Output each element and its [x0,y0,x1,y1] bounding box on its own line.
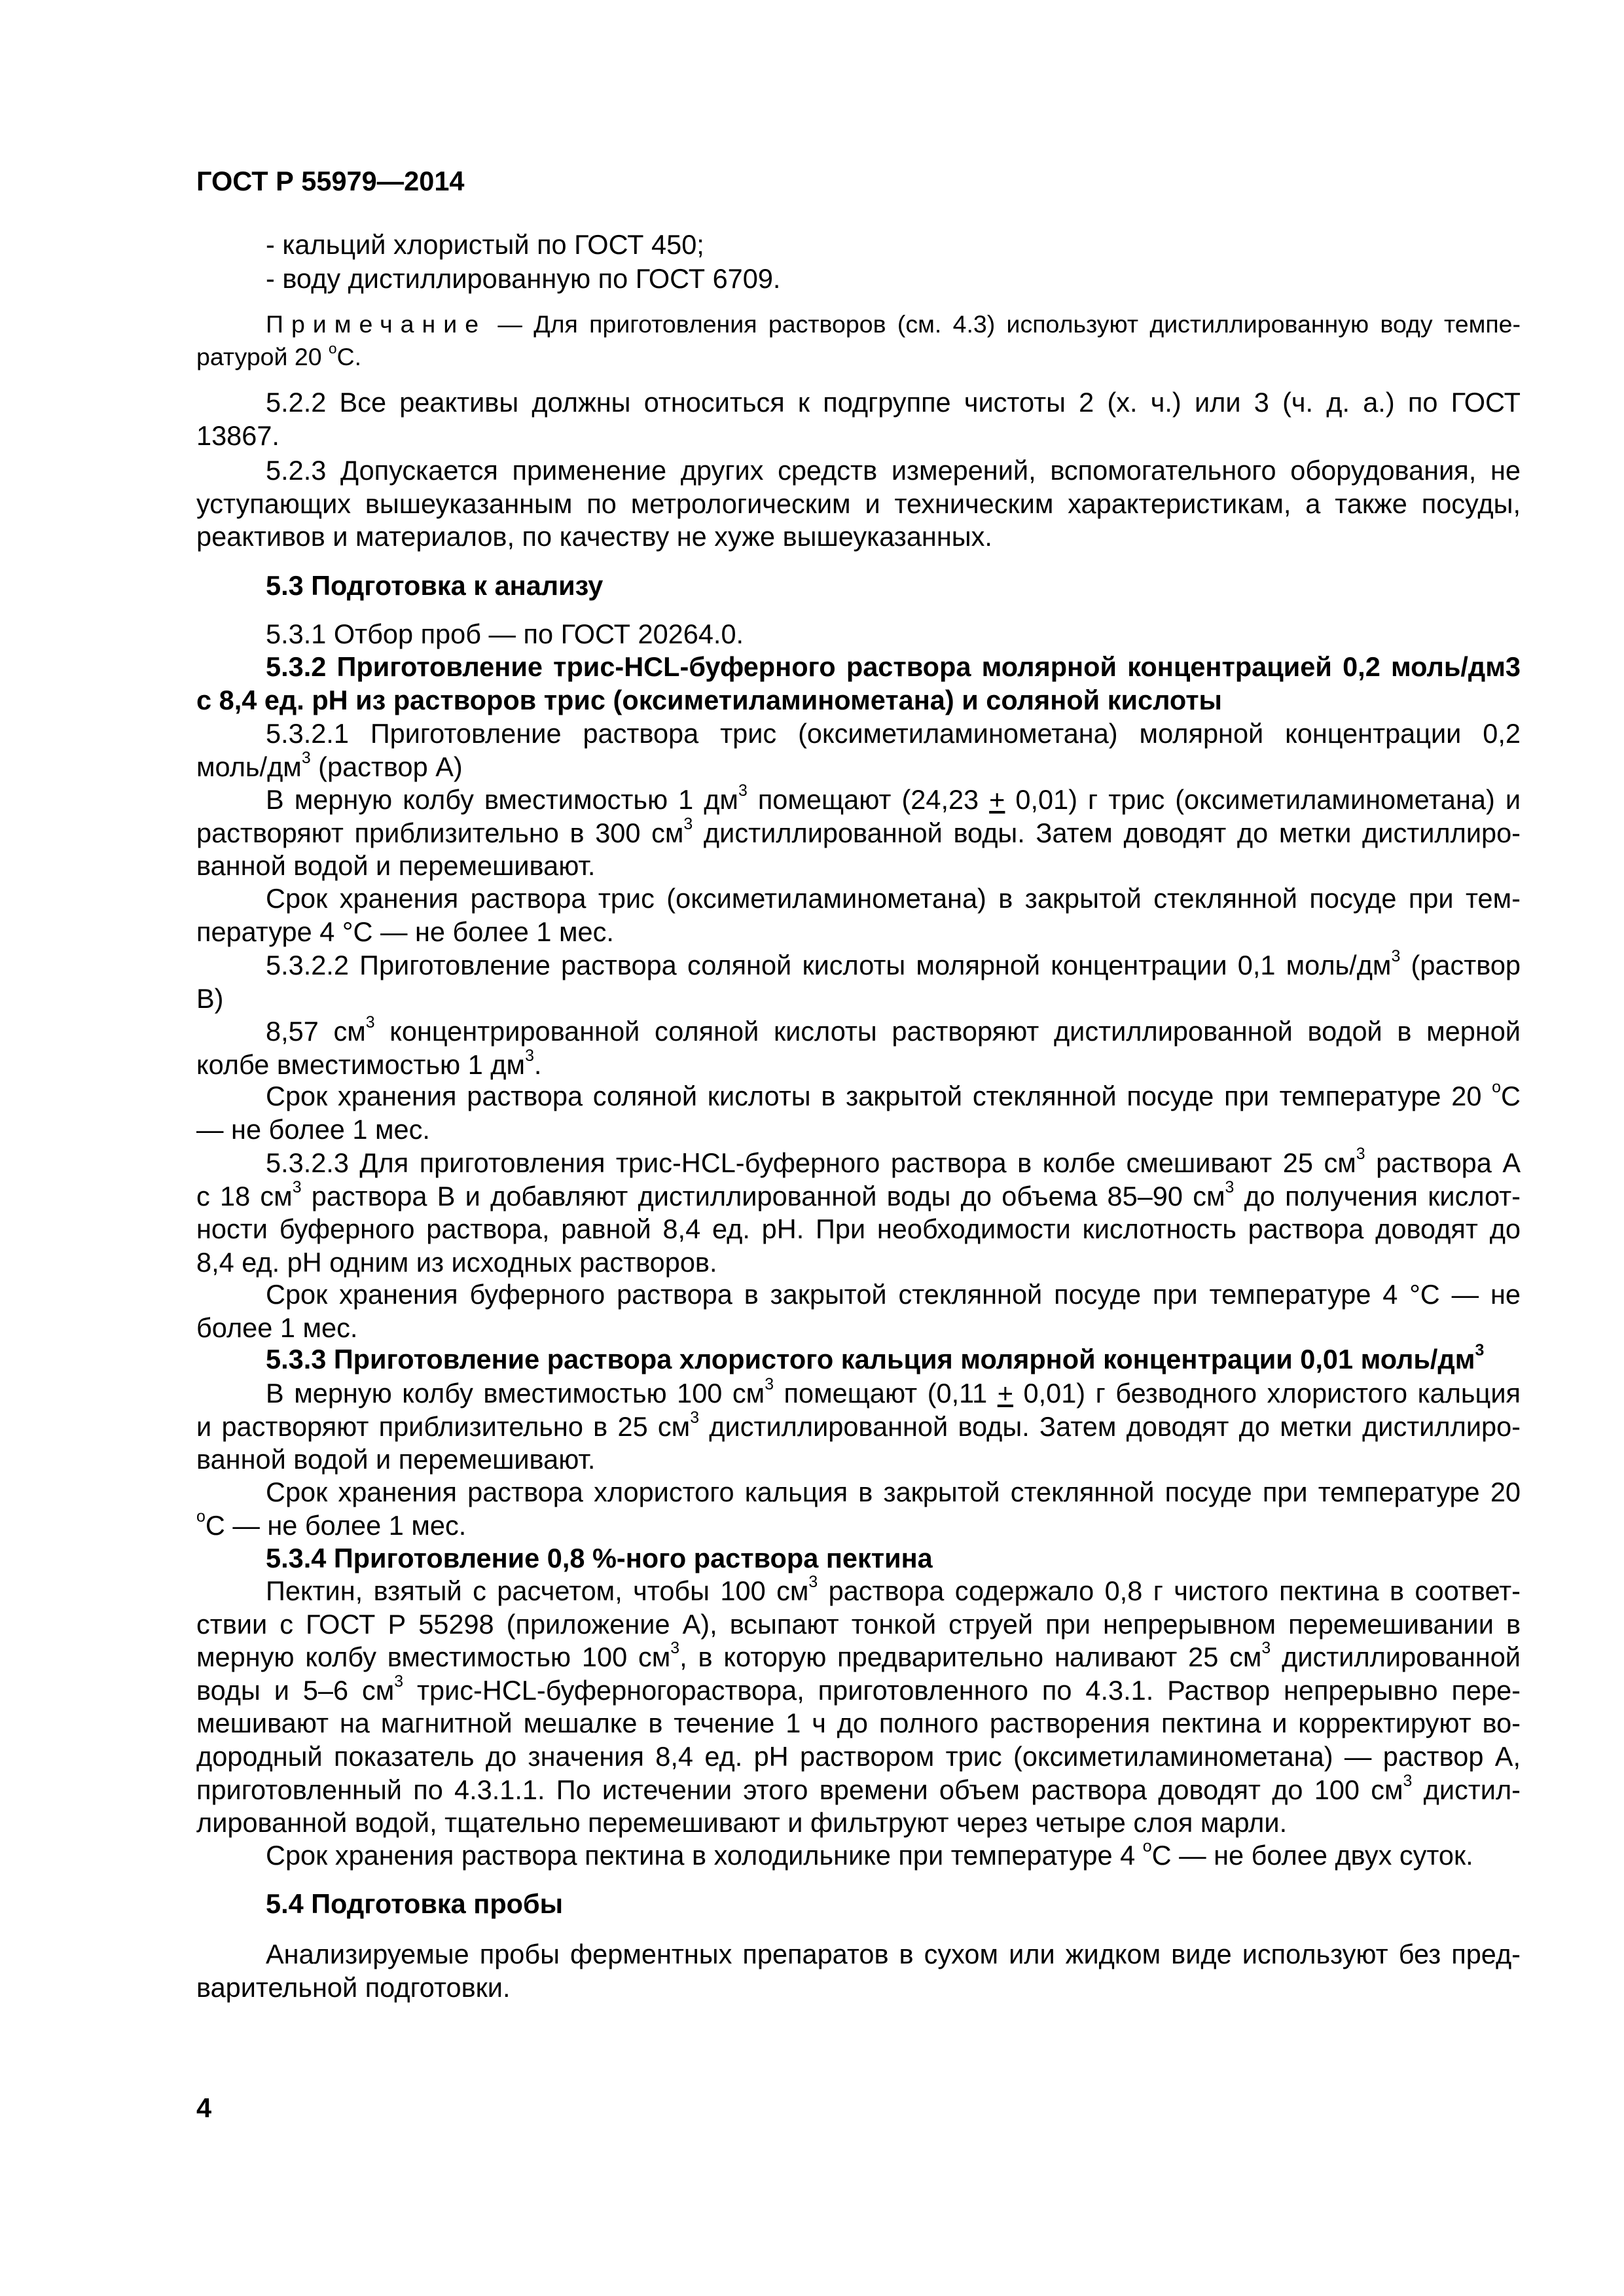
superscript: o [1492,1078,1502,1097]
text-line [196,1771,1521,1807]
list-item-calcium-chloride [196,228,1521,262]
text-line [196,454,1521,488]
superscript: 3 [1475,1341,1485,1360]
text-run: Срок хранения раствора хлористого кальция в закрытой стеклянной посуде при температуре 20 [266,1477,1521,1507]
text-run: дородный показатель до значения 8,4 ед. рН раствором трис (оксиметиламинометана) — раствор А, [196,1740,1521,1772]
document-header-standard-number: ГОСТ Р 55979—2014 [196,166,465,196]
paragraph-tris-preparation [196,783,1521,883]
text-line [196,1015,1521,1049]
subsection-heading-5-3-4 [196,1542,1521,1575]
text-run: уступающих вышеуказанным по метрологическим и техническим характеристикам, а также посуды, [196,488,1521,519]
text-line [196,1443,1521,1477]
superscript: 3 [1225,1177,1235,1196]
text-run: раствора В и добавляют дистиллированной воды до объема 85–90 см [301,1180,1225,1211]
text-line [196,420,1521,453]
text-line [196,916,1521,949]
text-line [196,308,1521,341]
text-line [196,1707,1521,1740]
text-run: 8,4 ед. рН одним из исходных растворов. [196,1246,717,1278]
text-line [196,1113,1521,1147]
text-run: 5.3 Подготовка к анализу [266,570,604,601]
text-line [196,717,1521,751]
text-run: с 18 см [196,1180,293,1211]
paragraph-5-3-2-2 [196,949,1521,1015]
text-run: колбе вместимостью 1 дм [196,1049,526,1080]
note-label: Примечание [266,310,487,338]
paragraph-cacl2-storage [196,1476,1521,1542]
text-run: и растворяют приблизительно в 25 см [196,1410,691,1442]
text-run: В) [196,982,224,1014]
text-run: мешивают на магнитной мешалке в течение 1 ч до полного растворения пектина и корректируют во- [196,1708,1521,1739]
text-line [196,684,1521,717]
text-run: помещают (24,23 [747,784,990,815]
text-run: до получения кислот- [1234,1180,1521,1211]
superscript: o [196,1507,206,1526]
text-run: С — не более двух суток. [1151,1840,1473,1871]
text-line [196,1410,1521,1444]
paragraph-5-3-1 [196,618,1521,651]
text-run: 0,01) г безводного хлористого кальция [1013,1378,1521,1408]
text-run: раствора содержало 0,8 г чистого пектина в соответ- [818,1575,1521,1606]
text-line [196,1575,1521,1608]
text-line [196,1213,1521,1246]
text-run: дистил- [1412,1774,1521,1805]
text-run: ратурой 20 [196,342,329,370]
text-run: дистиллированной [1271,1641,1521,1673]
superscript: 3 [1391,947,1401,966]
text-line [196,1046,1521,1082]
paragraph-5-2-3 [196,454,1521,554]
superscript: o [1142,1837,1152,1856]
text-line [196,882,1521,916]
text-line [196,1542,1521,1575]
text-run: Пектин, взятый с расчетом, чтобы 100 см [266,1575,809,1606]
text-line [196,748,1521,784]
text-run: 5.4 Подготовка пробы [266,1888,564,1919]
text-line [196,1246,1521,1280]
text-run: дистиллированной воды. Затем доводят до метки дистиллиро- [699,1410,1521,1442]
text-run: приготовленный по 4.3.1.1. По истечении этого времени объем раствора доводят до 100 см [196,1774,1403,1805]
superscript: 3 [738,781,748,800]
text-run: (раствор А) [310,751,463,782]
text-run: Анализируемые пробы ферментных препаратов в сухом или жидком виде используют без пред- [266,1939,1521,1969]
text-line [196,651,1521,684]
paragraph-pectin-preparation [196,1575,1521,1840]
plus-minus-sign: + [989,784,1005,815]
text-line [196,228,1521,262]
paragraph-buffer-storage [196,1278,1521,1344]
superscript: 3 [525,1046,534,1065]
text-run: мерную колбу вместимостью 100 см [196,1641,671,1673]
text-line [196,1343,1521,1376]
subsection-heading-5-3-3 [196,1343,1521,1376]
text-run: ности буферного раствора, равной 8,4 ед. рН. При необходимости кислотность раствора доводят до [196,1213,1521,1245]
superscript: 3 [690,1408,700,1427]
text-run: 5.3.2.3 Для приготовления трис-HCL-буферного раствора в колбе смешивают 25 см [266,1147,1356,1178]
superscript: 3 [1261,1639,1271,1658]
paragraph-hcl-storage [196,1080,1521,1146]
text-line [196,1641,1521,1674]
text-line [196,1147,1521,1180]
subsection-heading-5-3-2 [196,651,1521,717]
text-run: - воду дистиллированную по ГОСТ 6709. [266,263,781,294]
text-run: варительной подготовки. [196,1971,511,2003]
text-line [196,1608,1521,1641]
text-run: Срок хранения раствора соляной кислоты в закрытой стеклянной посуде при температуре 20 [266,1081,1492,1111]
text-line [196,982,1521,1016]
text-line [196,1476,1521,1509]
text-run: трис-HCL-буферногораствора, приготовленного по 4.3.1. Раствор непрерывно пере- [403,1674,1521,1706]
text-run: Срок хранения буферного раствора в закрытой стеклянной посуде при температуре 4 °С — не [266,1279,1521,1310]
text-line [196,1740,1521,1774]
text-run: 5.2.3 Допускается применение других средств измерений, вспомогательного оборудования, не [266,455,1521,486]
section-heading-5-3 [196,569,1521,603]
text-run: 5.3.3 Приготовление раствора хлористого кальция молярной концентрации 0,01 моль/дм [266,1344,1475,1374]
text-run: 5.2.2 Все реактивы должны относиться к подгруппе чистоты 2 (х. ч.) или 3 (ч. д. а.) по ГОСТ [266,387,1521,418]
text-run: 0,01) г трис (оксиметиламинометана) и [1005,784,1521,815]
text-line [196,1806,1521,1840]
text-run: ствии с ГОСТ Р 55298 (приложение А), всыпают тонкой струей при непрерывном перемешивании в [196,1608,1521,1640]
text-run: растворяют приблизительно в 300 см [196,817,684,848]
superscript: 3 [292,1177,302,1196]
text-line [196,850,1521,883]
paragraph-5-3-2-1 [196,717,1521,783]
text-line [196,1377,1521,1410]
text-run: 5.3.2.1 Приготовление раствора трис (оксиметиламинометана) молярной концентрации 0,2 [266,718,1521,749]
text-run: реактивов и материалов, по качеству не хуже вышеуказанных. [196,521,992,552]
text-run: . [533,1049,542,1080]
text-run: В мерную колбу вместимостью 100 см [266,1378,765,1408]
text-line [196,569,1521,603]
superscript: 3 [765,1375,774,1394]
text-run: 5.3.1 Отбор проб — по ГОСТ 20264.0. [266,619,744,649]
superscript: 3 [394,1672,404,1691]
note-paragraph [196,308,1521,373]
text-run: 13867. [196,420,280,451]
superscript: 3 [683,814,693,833]
text-line [196,1888,1521,1921]
text-run: С. [336,342,362,370]
text-run: с 8,4 ед. рН из растворов трис (оксиметиламинометана) и соляной кислоты [196,684,1222,715]
text-line [196,1312,1521,1345]
list-item-distilled-water [196,262,1521,296]
text-run: 5.3.4 Приготовление 0,8 %-ного раствора пектина [266,1543,933,1573]
text-run: (раствор [1400,950,1521,980]
text-run: более 1 мес. [196,1312,358,1343]
text-line [196,1278,1521,1312]
text-run: пературе 4 °С — не более 1 мес. [196,916,614,947]
superscript: 3 [670,1639,680,1658]
text-run: помещают (0,11 [774,1378,998,1408]
paragraph-sample-preparation [196,1938,1521,2004]
text-run: раствора А [1365,1147,1521,1178]
paragraph-5-2-2 [196,386,1521,452]
text-run: ванной водой и перемешивают. [196,850,596,882]
text-run: 8,57 см [266,1016,366,1047]
text-line [196,1971,1521,2005]
text-run: В мерную колбу вместимостью 1 дм [266,784,738,815]
text-line [196,1674,1521,1708]
text-line [196,1080,1521,1113]
text-run: моль/дм [196,751,302,782]
text-run: дистиллированной воды. Затем доводят до метки дистиллиро- [693,817,1521,848]
text-run: С — не более 1 мес. [205,1509,467,1541]
text-line [196,262,1521,296]
text-line [196,618,1521,651]
page-number: 4 [196,2092,212,2123]
plus-minus-sign: + [997,1378,1013,1408]
text-run: С [1501,1081,1521,1111]
superscript: 3 [1403,1771,1413,1790]
text-run: — не более 1 мес. [196,1113,430,1145]
text-line [196,1177,1521,1213]
superscript: o [329,340,337,357]
superscript: 3 [1356,1145,1365,1164]
text-run: — Для приготовления растворов (см. 4.3) используют дистиллированную воду темпе- [486,310,1521,338]
text-run: , в которую предварительно наливают 25 см [679,1641,1262,1673]
text-line [196,386,1521,420]
paragraph-hcl-preparation [196,1015,1521,1081]
text-run: 5.3.2 Приготовление трис-HCL-буферного раствора молярной концентрацией 0,2 моль/дм3 [266,651,1521,682]
superscript: 3 [301,748,311,767]
text-run: 5.3.2.2 Приготовление раствора соляной кислоты молярной концентрации 0,1 моль/дм [266,950,1392,980]
text-line [196,488,1521,521]
paragraph-pectin-storage [196,1839,1521,1873]
paragraph-5-3-2-3 [196,1147,1521,1279]
text-run: Срок хранения раствора пектина в холодильнике при температуре 4 [266,1840,1143,1871]
text-run: концентрированной соляной кислоты растворяют дистиллированной водой в мерной [374,1016,1521,1047]
text-line [196,341,1521,374]
text-run: ванной водой и перемешивают. [196,1444,596,1475]
text-line [196,949,1521,982]
text-line [196,1938,1521,1971]
text-line [196,783,1521,817]
text-run: воды и 5–6 см [196,1674,395,1706]
superscript: 3 [365,1013,375,1032]
text-line [196,520,1521,554]
text-line [196,1509,1521,1543]
text-run: - кальций хлористый по ГОСТ 450; [266,229,704,260]
paragraph-cacl2-preparation [196,1377,1521,1477]
superscript: 3 [808,1573,818,1592]
text-line [196,1839,1521,1873]
text-run: лированной водой, тщательно перемешивают и фильтруют через четыре слоя марли. [196,1807,1288,1839]
paragraph-tris-storage [196,882,1521,948]
section-heading-5-4 [196,1888,1521,1921]
text-run: Срок хранения раствора трис (оксиметиламинометана) в закрытой стеклянной посуде при тем- [266,883,1521,914]
text-line [196,814,1521,850]
